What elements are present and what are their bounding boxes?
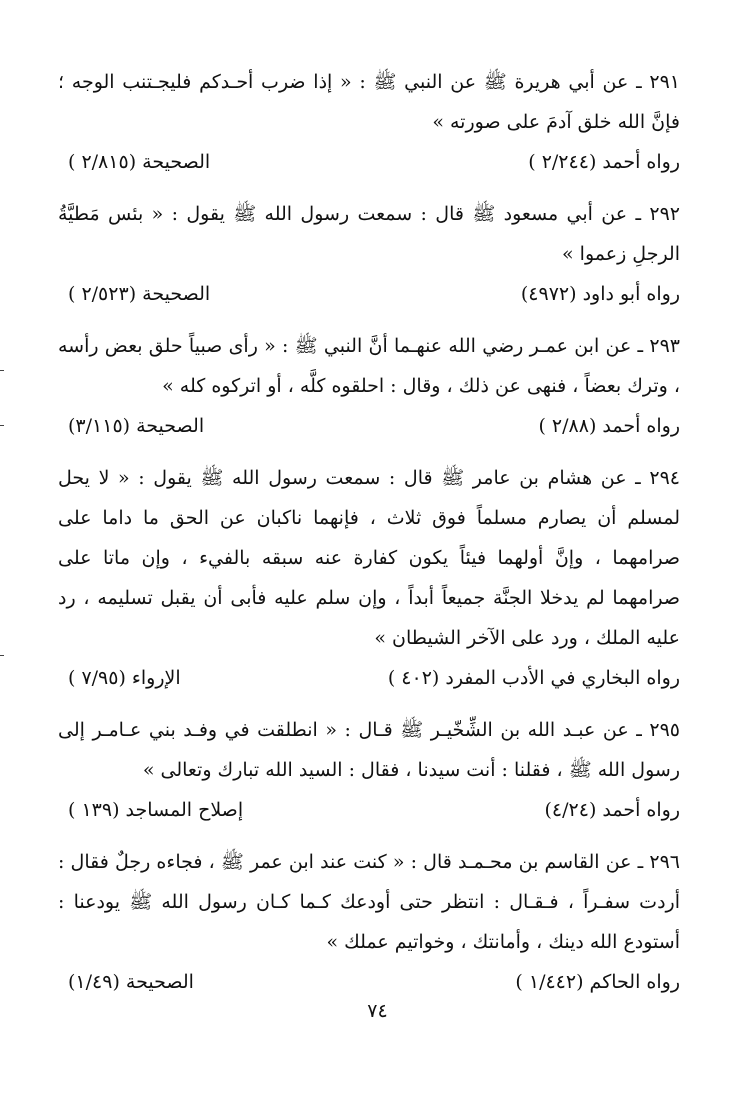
citation-row	[58, 274, 680, 314]
citation-row	[58, 962, 680, 1002]
hadith-text: ٢٩٥ ـ عن عبـد الله بن الشِّخّيـر ﷺ قـال : « انطلقت في وفـد بني عـامـر إلى رسول الله ﷺ ، فقلنا : أنت سيدنا ، فقال : السيد الله تبارك وتعالى »	[58, 719, 680, 781]
hadith-text: ٢٩٦ ـ عن القاسم بن محـمـد قال : « كنت عند ابن عمر ﷺ ، فجاءه رجلٌ فقال : أردت سفـراً ، فـقـال : انتظر حتى أودعك كـما كـان رسول الله ﷺ يودعنا : أستودع الله دينك ، وأمانتك ، وخواتيم عملك »	[58, 851, 680, 953]
hadith-text: ٢٩٣ ـ عن ابن عمـر رضي الله عنهـما أنَّ النبي ﷺ : « رأى صبياً حلق بعض رأسه ، وترك بعضاً ، فنهى عن ذلك ، وقال : احلقوه كلَّه ، أو اتركوه كله »	[58, 335, 680, 397]
authenticity-reference: الصحيحة (٢/٥٢٣ )	[68, 283, 211, 305]
hadith-text: ٢٩٢ ـ عن أبي مسعود ﷺ قال : سمعت رسول الله ﷺ يقول : « بئس مَطيَّةُ الرجلِ زعموا »	[58, 203, 680, 265]
hadith-source: رواه أحمد (٢/٢٤٤ )	[528, 151, 680, 173]
hadith-entry-294	[58, 458, 680, 698]
hadith-source: رواه أحمد (٤/٢٤)	[544, 799, 680, 821]
hadith-entry-292	[58, 194, 680, 314]
hadith-text: ٢٩١ ـ عن أبي هريرة ﷺ عن النبي ﷺ : « إذا ضرب أحـدكم فليجـتنب الوجه ؛ فإنَّ الله خلق آدمَ على صورته »	[58, 71, 680, 133]
authenticity-reference: الصحيحة (٣/١١٥)	[68, 415, 205, 437]
authenticity-reference: الإرواء (٧/٩٥ )	[68, 667, 181, 689]
hadith-source: رواه البخاري في الأدب المفرد (٤٠٢ )	[387, 667, 680, 689]
authenticity-reference: الصحيحة (٢/٨١٥ )	[68, 151, 211, 173]
hadith-entry-291	[58, 62, 680, 182]
margin-mark	[0, 655, 4, 656]
hadith-source: رواه أحمد (٢/٨٨ )	[538, 415, 680, 437]
page-number: ٧٤	[367, 1000, 388, 1022]
page-content	[58, 62, 680, 1014]
hadith-entry-295	[58, 710, 680, 830]
authenticity-reference: إصلاح المساجد (١٣٩ )	[68, 799, 244, 821]
authenticity-reference: الصحيحة (١/٤٩)	[68, 971, 194, 993]
citation-row	[58, 142, 680, 182]
citation-row	[58, 790, 680, 830]
hadith-text: ٢٩٤ ـ عن هشام بن عامر ﷺ قال : سمعت رسول الله ﷺ يقول : « لا يحل لمسلم أن يصارم مسلماً فوق ثلاث ، فإنهما ناكبان عن الحق ما داما على صرامهما ، وإنَّ أولهما فيئاً يكون كفارة عنه سبقه بالفيء ، وإن ماتا على صرامهما لم يدخلا الجنَّة جميعاً أبداً ، وإن سلم عليه فأبى أن يقبل تسليمه ، رد عليه الملك ، ورد على الآخر الشيطان »	[58, 467, 680, 649]
hadith-entry-296	[58, 842, 680, 1002]
citation-row	[58, 406, 680, 446]
margin-mark	[0, 370, 4, 371]
hadith-entry-293	[58, 326, 680, 446]
citation-row	[58, 658, 680, 698]
margin-mark	[0, 425, 4, 426]
hadith-source: رواه أبو داود (٤٩٧٢)	[520, 283, 680, 305]
hadith-source: رواه الحاكم (١/٤٤٢ )	[515, 971, 680, 993]
